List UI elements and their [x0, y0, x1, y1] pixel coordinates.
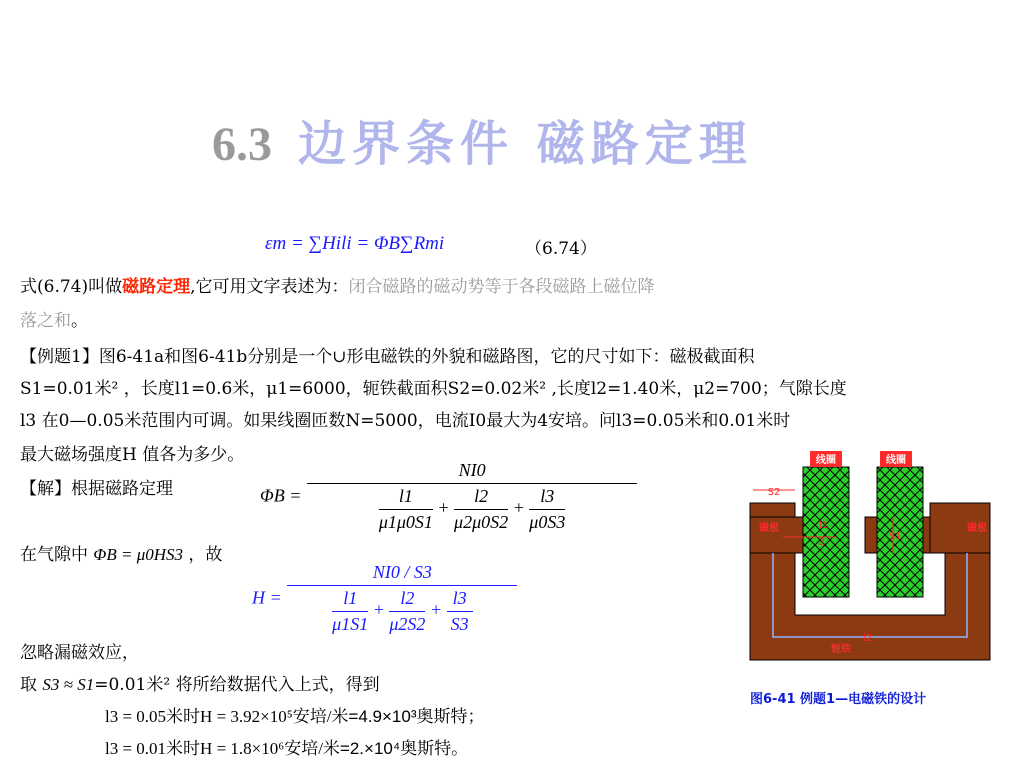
theorem-statement: 闭合磁路的磁动势等于各段磁路上磁位降 — [348, 277, 655, 297]
phi-denominator: $\frac{l1}{\mu 1\mu 0S1}$ + $\frac{l2}{\mu 2\mu 0S2}$ + $\frac{l3}{\mu 0S3}$ — [378, 486, 566, 532]
h-denominator: $\frac{l1}{\mu 1S1}$ + $\frac{l2}{\mu 2S2}$ + $\frac{l3}{S3}$ — [287, 586, 517, 635]
h-numerator: NI0 / S3 — [287, 562, 517, 586]
pole-right-label: 磁极 — [967, 523, 987, 534]
term-magnetic-circuit-theorem: 磁路定理 — [122, 277, 191, 297]
result-1: l3 = 0.05米时H = 3.92×10⁵安培/米=4.9×10³奥斯特； — [105, 707, 485, 726]
l2-label: l2 — [863, 633, 873, 644]
pole-left-label: 磁极 — [759, 523, 779, 534]
result-2: l3 = 0.01米时H = 1.8×10⁶安培/米=2.×10⁴奥斯特。 — [105, 739, 469, 758]
coil-left-label: 线圈 — [816, 455, 836, 466]
section-title: 边界条件 磁路定理 — [298, 116, 753, 172]
example-line2: S1=0.01米² ，长度l1=0.6米，μ1=6000，轭铁截面积S2=0.02米² ,长度l2=1.40米，μ2=700；气隙长度 — [20, 379, 847, 399]
coil-right-label: 线圈 — [886, 455, 906, 466]
yoke-label: 轭铁 — [831, 644, 851, 655]
para1-line2: 落之和。 — [20, 311, 88, 331]
svg-text:2: 2 — [819, 537, 826, 548]
formula-tag: （6.74） — [525, 239, 597, 259]
electromagnet-figure — [745, 445, 1005, 715]
ignore-leakage: 忽略漏磁效应， — [20, 643, 139, 663]
formula-h: H = NI0 / S3 $\frac{l1}{\mu 1S1}$ + $\frac{l2}{\mu 2S2}$ + $\frac{l3}{S3}$ — [252, 562, 517, 635]
solution-label: 【解】根据磁路定理 — [20, 479, 173, 499]
example-line4: 最大磁场强度H 值各为多少。 — [20, 445, 245, 465]
section-number: 6.3 — [212, 118, 272, 171]
s1-label: S1 — [889, 531, 902, 542]
example-line1: 【例题1】图6-41a和图6-41b分别是一个∪形电磁铁的外貌和磁路图，它的尺寸如下：磁极截面积 — [20, 347, 755, 367]
take-line: 取 S3 ≈ S1=0.01米² 将所给数据代入上式，得到 — [20, 675, 380, 695]
formula-phi: ΦB = NI0 $\frac{l1}{\mu 1\mu 0S1}$ + $\frac{l2}{\mu 2\mu 0S2}$ + $\frac{l3}{\mu 0S3}$ — [260, 460, 637, 533]
s2-label: S2 — [767, 487, 781, 498]
example-line3: l3 在0—0.05米范围内可调。如果线圈匝数N=5000，电流I0最大为4安培。问l3=0.05米和0.01米时 — [20, 411, 791, 431]
para1-line1: 式(6.74)叫做磁路定理,它可用文字表述为：闭合磁路的磁动势等于各段磁路上磁位降 — [20, 277, 655, 297]
figure-caption: 图6-41 例题1—电磁铁的设计 — [750, 692, 927, 707]
l1-label: l1 — [819, 520, 829, 531]
page-title — [212, 105, 753, 174]
coil-left — [803, 467, 849, 597]
phi-numerator: NI0 — [307, 460, 637, 484]
formula-main: εm = ∑Hili = ΦB∑Rmi — [265, 233, 445, 254]
gap-line: 在气隙中 ΦB = μ0HS3 ，故 — [20, 545, 223, 565]
gap-formula: ΦB = μ0HS3 — [93, 545, 184, 564]
